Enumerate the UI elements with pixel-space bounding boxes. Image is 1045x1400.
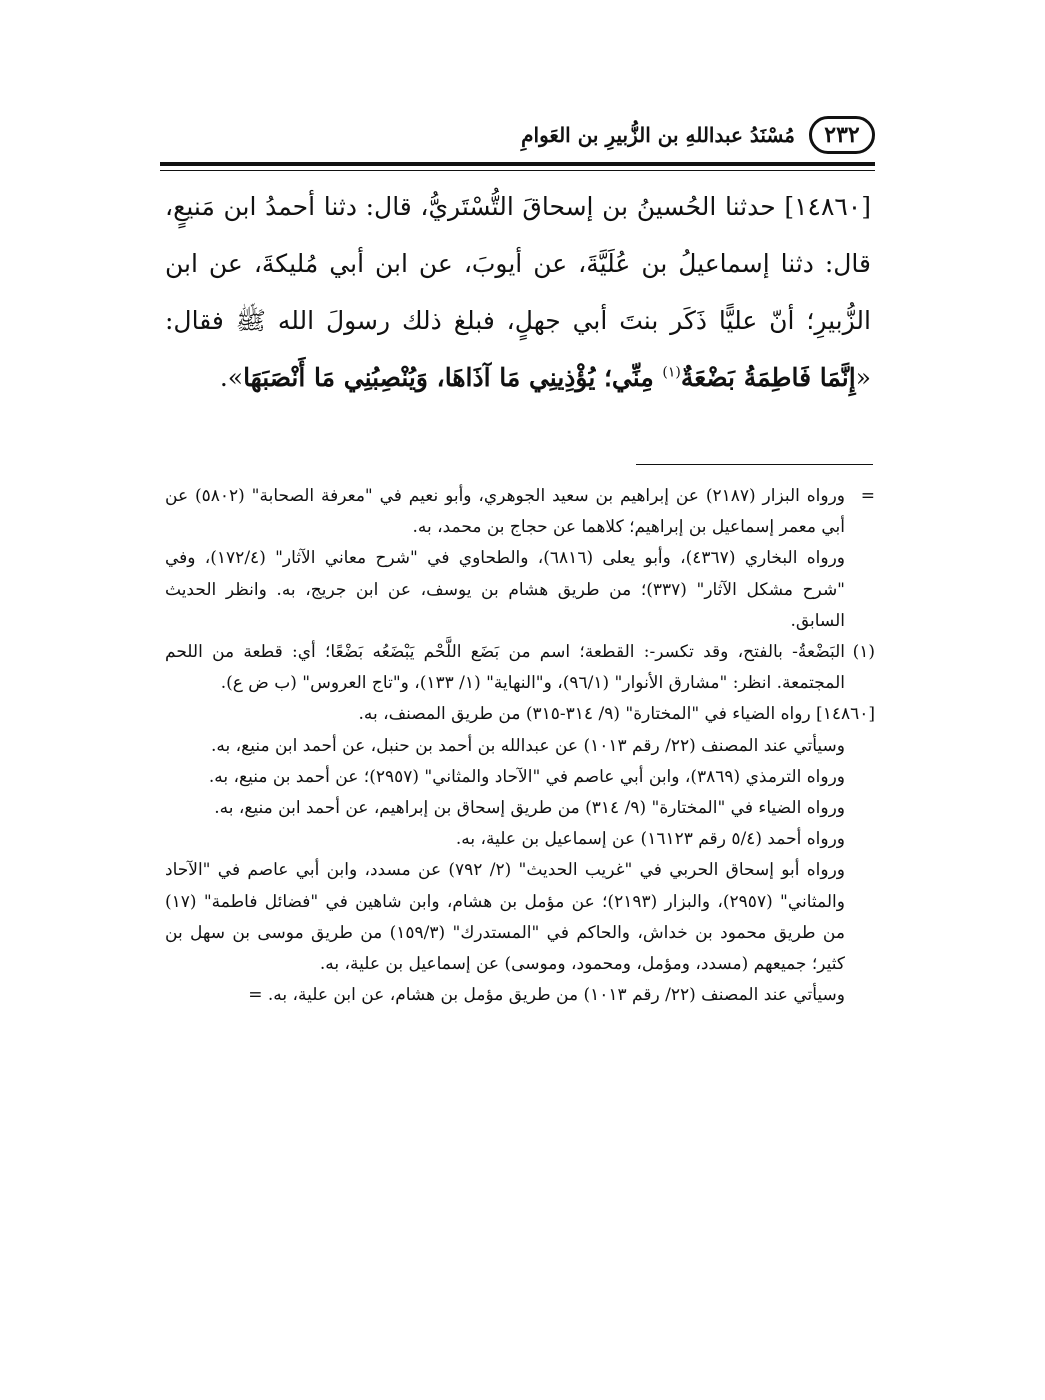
takhrij-line: ورواه الترمذي (٣٨٦٩)، وابن أبي عاصم في "الآحاد والمثاني" (٢٩٥٧)؛ عن أحمد بن منيع، به. xyxy=(208,766,845,787)
footnote-1-marker: (١) xyxy=(852,642,875,663)
hadith-text-part2: مِنِّي؛ يُؤْذِينِي مَا آذَاهَا، وَيُنْصِبُنِي مَا أَنْصَبَهَا xyxy=(243,363,663,392)
takhrij-line: ورواه أبو إسحاق الحربي في "غريب الحديث" (٢/ ٧٩٢) عن مسدد، وابن أبي عاصم في "الآحاد والمثاني" (٢٩٥٧)، والبزار (٢١٩٣)؛ عن مؤمل بن هشام، وابن شاهين في "فضائل فاطمة" (١٧) من طريق محمود بن خداش، والحاكم في "المستدرك" (١٥٩/٣) من طريق موسى بن سهل بن كثير؛ جميعهم (مسدد، ومؤمل، ومحمود، وموسى) عن إسماعيل بن علية، به. xyxy=(165,860,846,975)
closing-quote: ». xyxy=(219,363,244,392)
header-rule-thick xyxy=(160,162,875,166)
hadith-text-part1: إِنَّمَا فَاطِمَةُ بَضْعَةٌ xyxy=(680,363,856,392)
footnote-1 xyxy=(165,637,875,699)
takhrij-line: وسيأتي عند المصنف (٢٢/ رقم ١٠١٣) من طريق مؤمل بن هشام، عن ابن علية، به. = xyxy=(248,985,845,1006)
footnote-reference: (١) xyxy=(662,364,681,381)
isnad-text: [١٤٨٦٠] حدثنا الحُسينُ بن إسحاقَ التُّسْتَريُّ، قال: دثنا أحمدُ ابن مَنيعٍ، قال: دثنا إسماعيلُ بن عُلَيَّةَ، عن أيوبَ، عن ابن أبي مُليكةَ، عن ابن الزُّبيرِ؛ أنّ عليًّا ذَكَر بنتَ أبي جهلٍ، فبلغ ذلك رسولَ الله ﷺ فقال: « xyxy=(165,192,871,392)
takhrij-block xyxy=(165,699,875,1011)
running-title: مُسْنَدُ عبداللهِ بن الزُّبيرِ بن العَوامِ xyxy=(521,123,795,147)
footnotes xyxy=(165,481,875,1011)
footnote-continuation xyxy=(165,481,875,637)
main-text xyxy=(165,178,871,406)
page-header xyxy=(160,110,875,160)
hadith-paragraph xyxy=(165,178,871,406)
header-rule-thin xyxy=(160,170,875,171)
takhrij-line: ورواه الضياء في "المختارة" (٩/ ٣١٤) من طريق إسحاق بن إبراهيم، عن أحمد ابن منيع، به. xyxy=(214,798,845,819)
page-number: ٢٣٢ xyxy=(809,116,875,154)
takhrij-line: وسيأتي عند المصنف (٢٢/ رقم ١٠١٣) عن عبدالله بن أحمد بن حنبل، عن أحمد ابن منيع، به. xyxy=(211,735,845,756)
footnote-1-text: البَضْعةُ- بالفتح، وقد تكسر-: القطعة؛ اسم من بَضَع اللَّحْم يَبْضَعُه بَضْعًا؛ أي: قطعة من اللحم المجتمعة. انظر: "مشارق الأنوار" (٩٦/١)، و"النهاية" (١/ ١٣٣)، و"تاج العروس" (ب ض ع). xyxy=(165,642,845,694)
takhrij-first-line: [١٤٨٦٠] رواه الضياء في "المختارة" (٩/ ٣١٤-٣١٥) من طريق المصنف، به. xyxy=(358,704,875,725)
footnote-line: ورواه البزار (٢١٨٧) عن إبراهيم بن سعيد الجوهري، وأبو نعيم في "معرفة الصحابة" (٥٨٠٢) عن أبي معمر إسماعيل بن إبراهيم؛ كلاهما عن حجاج بن محمد، به. xyxy=(165,486,846,538)
takhrij-line: ورواه أحمد (٥/٤ رقم ١٦١٢٣) عن إسماعيل بن علية، به. xyxy=(455,829,845,850)
footnote-separator xyxy=(636,464,873,465)
footnote-line: ورواه البخاري (٤٣٦٧)، وأبو يعلى (٦٨١٦)، والطحاوي في "شرح معاني الآثار" (١٧٢/٤)، وفي "شرح مشكل الآثار" (٣٣٧)؛ من طريق هشام بن يوسف، عن ابن جريج، به. وانظر الحديث السابق. xyxy=(165,548,846,631)
continuation-marker: = xyxy=(860,486,875,506)
